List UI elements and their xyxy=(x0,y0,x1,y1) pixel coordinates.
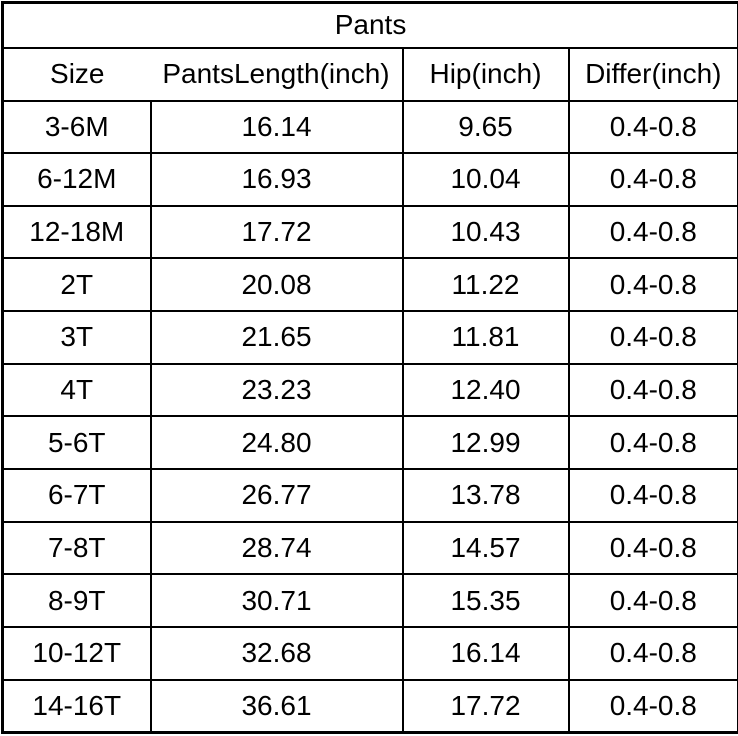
pants-length-cell: 24.80 xyxy=(151,416,403,469)
differ-cell: 0.4-0.8 xyxy=(569,416,738,469)
table-row xyxy=(3,258,738,311)
chart-title-row xyxy=(3,3,738,48)
differ-cell: 0.4-0.8 xyxy=(569,153,738,206)
pants-length-cell: 28.74 xyxy=(151,522,403,575)
differ-cell: 0.4-0.8 xyxy=(569,364,738,417)
differ-cell: 0.4-0.8 xyxy=(569,206,738,259)
differ-cell: 0.4-0.8 xyxy=(569,469,738,522)
differ-cell: 0.4-0.8 xyxy=(569,574,738,627)
table-row xyxy=(3,206,738,259)
column-header-row xyxy=(3,48,738,101)
hip-cell: 13.78 xyxy=(403,469,569,522)
pants-size-chart-table xyxy=(1,1,738,734)
table-row xyxy=(3,522,738,575)
pants-length-cell: 32.68 xyxy=(151,627,403,680)
column-header-hip: Hip(inch) xyxy=(403,48,569,101)
table-row xyxy=(3,469,738,522)
differ-cell: 0.4-0.8 xyxy=(569,258,738,311)
size-cell: 2T xyxy=(3,258,151,311)
table-row xyxy=(3,680,738,733)
size-cell: 3-6M xyxy=(3,101,151,154)
size-cell: 8-9T xyxy=(3,574,151,627)
pants-length-cell: 20.08 xyxy=(151,258,403,311)
size-chart-body xyxy=(3,101,738,733)
differ-cell: 0.4-0.8 xyxy=(569,627,738,680)
pants-length-cell: 26.77 xyxy=(151,469,403,522)
pants-length-cell: 23.23 xyxy=(151,364,403,417)
differ-cell: 0.4-0.8 xyxy=(569,680,738,733)
size-cell: 14-16T xyxy=(3,680,151,733)
hip-cell: 9.65 xyxy=(403,101,569,154)
column-header-pants-length: PantsLength(inch) xyxy=(151,48,403,101)
differ-cell: 0.4-0.8 xyxy=(569,101,738,154)
table-row xyxy=(3,416,738,469)
size-cell: 3T xyxy=(3,311,151,364)
table-row xyxy=(3,627,738,680)
pants-length-cell: 16.93 xyxy=(151,153,403,206)
pants-length-cell: 21.65 xyxy=(151,311,403,364)
size-cell: 6-7T xyxy=(3,469,151,522)
hip-cell: 11.81 xyxy=(403,311,569,364)
differ-cell: 0.4-0.8 xyxy=(569,311,738,364)
size-cell: 6-12M xyxy=(3,153,151,206)
size-cell: 4T xyxy=(3,364,151,417)
hip-cell: 12.99 xyxy=(403,416,569,469)
hip-cell: 16.14 xyxy=(403,627,569,680)
pants-length-cell: 30.71 xyxy=(151,574,403,627)
pants-length-cell: 16.14 xyxy=(151,101,403,154)
column-header-size: Size xyxy=(3,48,151,101)
hip-cell: 10.04 xyxy=(403,153,569,206)
size-cell: 5-6T xyxy=(3,416,151,469)
size-cell: 10-12T xyxy=(3,627,151,680)
hip-cell: 11.22 xyxy=(403,258,569,311)
hip-cell: 15.35 xyxy=(403,574,569,627)
size-cell: 12-18M xyxy=(3,206,151,259)
pants-length-cell: 36.61 xyxy=(151,680,403,733)
table-row xyxy=(3,364,738,417)
hip-cell: 17.72 xyxy=(403,680,569,733)
table-row xyxy=(3,101,738,154)
table-row xyxy=(3,574,738,627)
hip-cell: 10.43 xyxy=(403,206,569,259)
table-row xyxy=(3,153,738,206)
size-cell: 7-8T xyxy=(3,522,151,575)
hip-cell: 14.57 xyxy=(403,522,569,575)
differ-cell: 0.4-0.8 xyxy=(569,522,738,575)
column-header-differ: Differ(inch) xyxy=(569,48,738,101)
chart-title: Pants xyxy=(3,3,738,48)
hip-cell: 12.40 xyxy=(403,364,569,417)
pants-length-cell: 17.72 xyxy=(151,206,403,259)
table-row xyxy=(3,311,738,364)
